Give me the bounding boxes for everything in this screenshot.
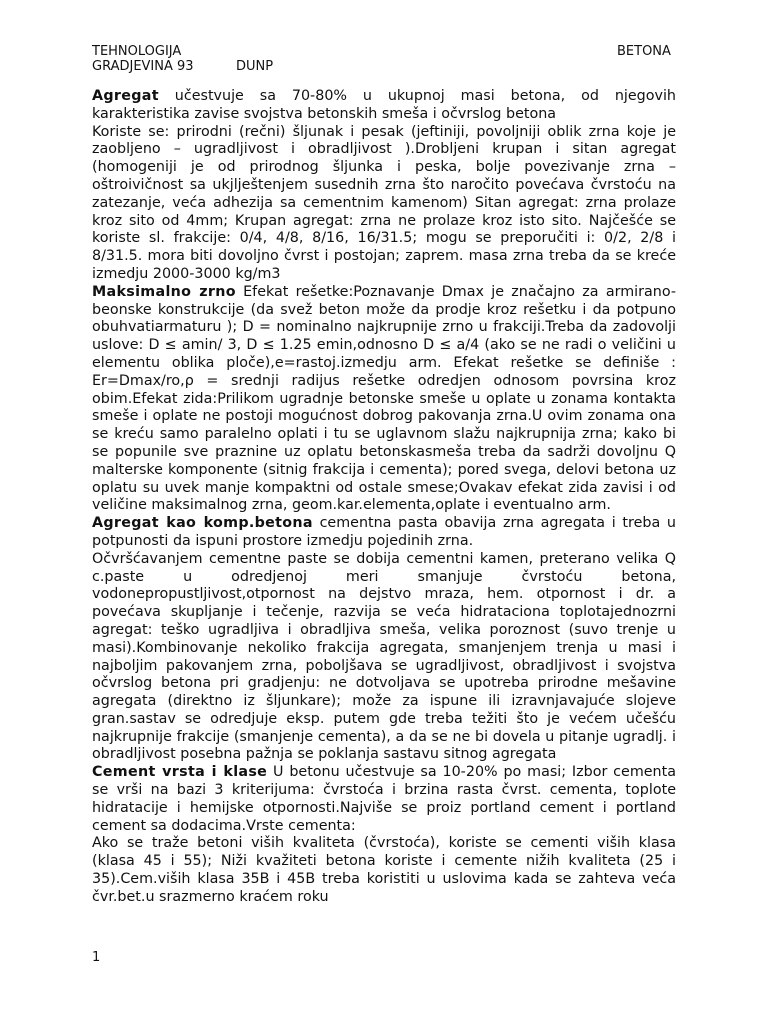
header-left-title: TEHNOLOGIJA: [92, 44, 182, 59]
paragraph-agregat-komp: [92, 515, 676, 551]
paragraph-koriste: [92, 124, 676, 284]
paragraph-text: Koriste se: prirodni (rečni) šljunak i pesak (jeftiniji, povoljniji oblik zrna koje je zaobljeno – ugradljivost i obradljivost ).Drobljeni krupan i sitan agregat (homogeniji je od prirodnog šljunka i peska, bolje povezivanje zrna – oštroivičnost sa ukjlještenjem susednih zrna što naročito povećava čvrstoću na zatezanje, veća adhezija sa cementnim kamenom) Sitan agregat: zrna prolaze kroz sito od 4mm; Krupan agregat: zrna ne prolaze kroz isto sito. Najčešće se koriste sl. frakcije: 0/4, 4/8, 8/16, 16/31.5; mogu se preporučiti i: 0/2, 2/8 i 8/31.5. mora biti dovoljno čvrst i postojan; zaprem. masa zrna treba da se kreće izmedju 2000-3000 kg/m3: [92, 123, 676, 282]
paragraph-heading: Agregat: [92, 88, 159, 104]
paragraph-cement: [92, 764, 676, 835]
paragraph-text: Očvršćavanjem cementne paste se dobija cementni kamen, preterano velika Q c.paste u odredjenoj meri smanjuje čvrstoću betona, vodonepropustljivost,otpornost na dejstvo mraza, hem. otpornost i dr. a povećava skupljanje i tečenje, razvija se veća hidrataciona toplotajednozrni agregat: teško ugradljiva i obradljiva smeša, velika poroznost (suvo trenje u masi).Kombinovanje nekoliko frakcija agregata, smanjenjem trenja u masi i najboljim pakovanjem zrna, poboljšava se ugradljivost, obradljivost i svojstva očvrslog betona pri gradjenju: ne dotvoljava se upotreba prirodne mešavine agregata (direktno iz šljunkare); može za ispune ili izravnjavajuće slojeve gran.sastav se odredjuje eksp. putem gde treba težiti što je većem učešću najkrupnije frakcije (smanjenje cementa), a da se ne bi dovela u pitanje ugradlj. i obradljivost posebna pažnja se poklanja sastavu sitnog agregata: [92, 550, 676, 763]
paragraph-text: cementna pasta obavija zrna agregata i treba u potpunosti da ispuni prostore izmedju pojedinih zrna.: [92, 515, 676, 549]
paragraph-heading: Cement vrsta i klase: [92, 764, 268, 781]
header-right-title: BETONA: [617, 44, 671, 59]
paragraph-maksimalno-zrno: [92, 284, 676, 515]
paragraph-ocvrscavanje: [92, 551, 676, 765]
paragraph-text: Ako se traže betoni viših kvaliteta (čvrstoća), koriste se cementi viših klasa (klasa 45 i 55); Niži kvažiteti betona koriste i cemente nižih kvaliteta (25 i 35).Cem.viših klasa 35B i 45B treba koristiti u uslovima kada se zahteva veća čvr.bet.u srazmerno kraćem roku: [92, 835, 676, 905]
paragraph-text: učestvuje sa 70-80% u ukupnoj masi betona, od njegovih karakteristika zavise svojstva betonskih smeša i očvrslog betona: [92, 88, 676, 122]
page-number: 1: [92, 950, 101, 965]
paragraph-text: Efekat rešetke:Poznavanje Dmax je značajno za armirano-beonske konstrukcije (da svež beton može da prodje kroz rešetku i da potpuno obuhvatiarmaturu ); D = nominalno najkrupnije zrno u frakciji.Treba da zadovolji uslove: D ≤ amin/ 3, D ≤ 1.25 emin,odnosno D ≤ a/4 (ako se ne radi o veličini u elementu oblika ploče),e=rastoj.izmedju arm. Efekat rešetke se definiše : Er=Dmax/ro,ρ = srednji radijus rešetke odredjen odnosom povrsina kroz obim.Efekat zida:Prilikom ugradnje betonske smeše u oplate u zonama kontakta smeše i oplate ne postoji mogućnost dobrog pakovanja zrna.U ovim zonama ona se kreću samo paralelno oplati i tu se uglavnom slažu najkrupnija zrna; kako bi se popunile sve praznine uz oplatu betonskasmeša treba da sadrži dovoljnu Q malterske komponente (sitnig frakcija i cementa); pored svega, delovi betona uz oplatu su uvek manje kompaktni od ostale smese;Ovakav efekat zida zavisi i od veličine maksimalnog zrna, geom.kar.elementa,oplate i eventualno arm.: [92, 283, 677, 514]
document-body: [92, 88, 676, 907]
paragraph-klase: [92, 835, 676, 906]
paragraph-text: U betonu učestvuje sa 10-20% po masi; Izbor cementa se vrši na bazi 3 kriterijuma: čvrstoća i brzina rasta čvrst. cementa, toplote hidratacije i hemijske otpornosti.Najviše se proiz portland cement i portland cement sa dodacima.Vrste cementa:: [92, 764, 676, 834]
paragraph-agregat: [92, 88, 676, 124]
header-left-subtitle: GRADJEVINA 93: [92, 59, 194, 74]
paragraph-heading: Maksimalno zrno: [92, 283, 236, 300]
header-institution: DUNP: [236, 59, 274, 74]
paragraph-heading: Agregat kao komp.betona: [92, 515, 313, 532]
